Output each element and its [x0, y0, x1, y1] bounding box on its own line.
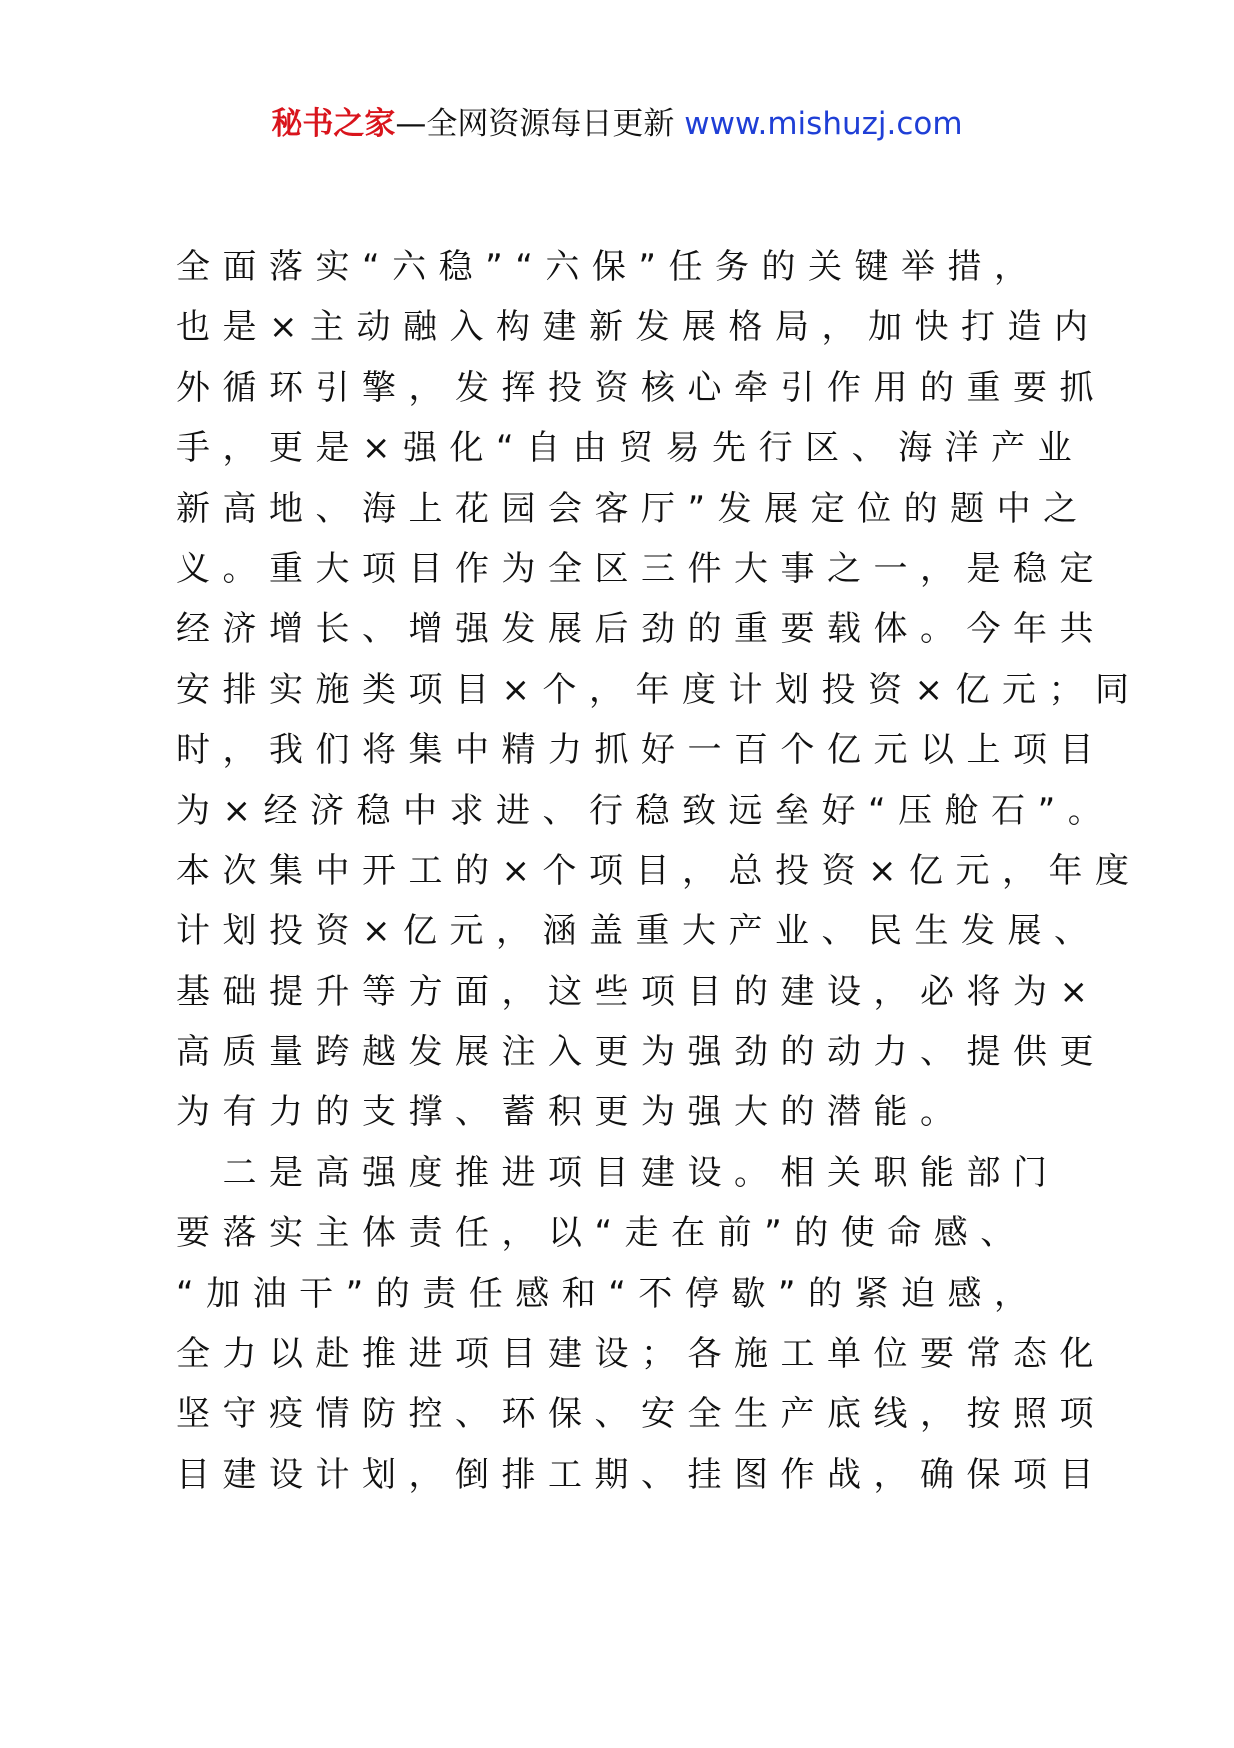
text-line: 为×经济稳中求进、行稳致远垒好“压舱石”。: [176, 790, 1115, 831]
text-line: 要落实主体责任，以“走在前”的使命感、: [176, 1213, 1027, 1254]
text-line: 手，更是×强化“自由贸易先行区、海洋产业: [176, 428, 1085, 469]
text-line: 也是×主动融入构建新发展格局，加快打造内: [176, 307, 1101, 348]
text-line: 全力以赴推进项目建设；各施工单位要常态化: [176, 1334, 1106, 1375]
header-tagline: —全网资源每日更新: [395, 106, 685, 142]
text-line: 高质量跨越发展注入更为强劲的动力、提供更: [176, 1032, 1106, 1073]
text-line: 坚守疫情防控、环保、安全生产底线，按照项: [176, 1394, 1106, 1435]
site-url-link[interactable]: www.mishuzj.com: [684, 106, 963, 142]
text-line: 二是高强度推进项目建设。相关职能部门: [176, 1152, 1060, 1193]
text-line: 为有力的支撑、蓄积更为强大的潜能。: [176, 1092, 967, 1133]
text-line: 全面落实“六稳”“六保”任务的关键举措，: [176, 247, 1041, 287]
text-line: 基础提升等方面，这些项目的建设，必将为×: [176, 971, 1101, 1012]
brand-name: 秘书之家: [271, 106, 396, 142]
text-line: 安排实施类项目×个，年度计划投资×亿元；同: [176, 669, 1142, 710]
text-line: 目建设计划，倒排工期、挂图作战，确保项目: [176, 1454, 1106, 1495]
text-line: 时，我们将集中精力抓好一百个亿元以上项目: [176, 730, 1106, 771]
text-line: 计划投资×亿元，涵盖重大产业、民生发展、: [176, 911, 1101, 952]
text-line: 义。重大项目作为全区三件大事之一，是稳定: [176, 548, 1106, 589]
text-line: 本次集中开工的×个项目，总投资×亿元，年度: [176, 850, 1142, 891]
document-body: [176, 237, 1142, 1505]
text-line: 新高地、海上花园会客厅”发展定位的题中之: [176, 488, 1090, 529]
text-line: “加油干”的责任感和“不停歇”的紧迫感，: [176, 1273, 1041, 1314]
text-line: 经济增长、增强发展后劲的重要载体。今年共: [176, 609, 1106, 650]
page-header: [0, 104, 1234, 144]
text-line: 外循环引擎，发挥投资核心牵引作用的重要抓: [176, 367, 1106, 408]
